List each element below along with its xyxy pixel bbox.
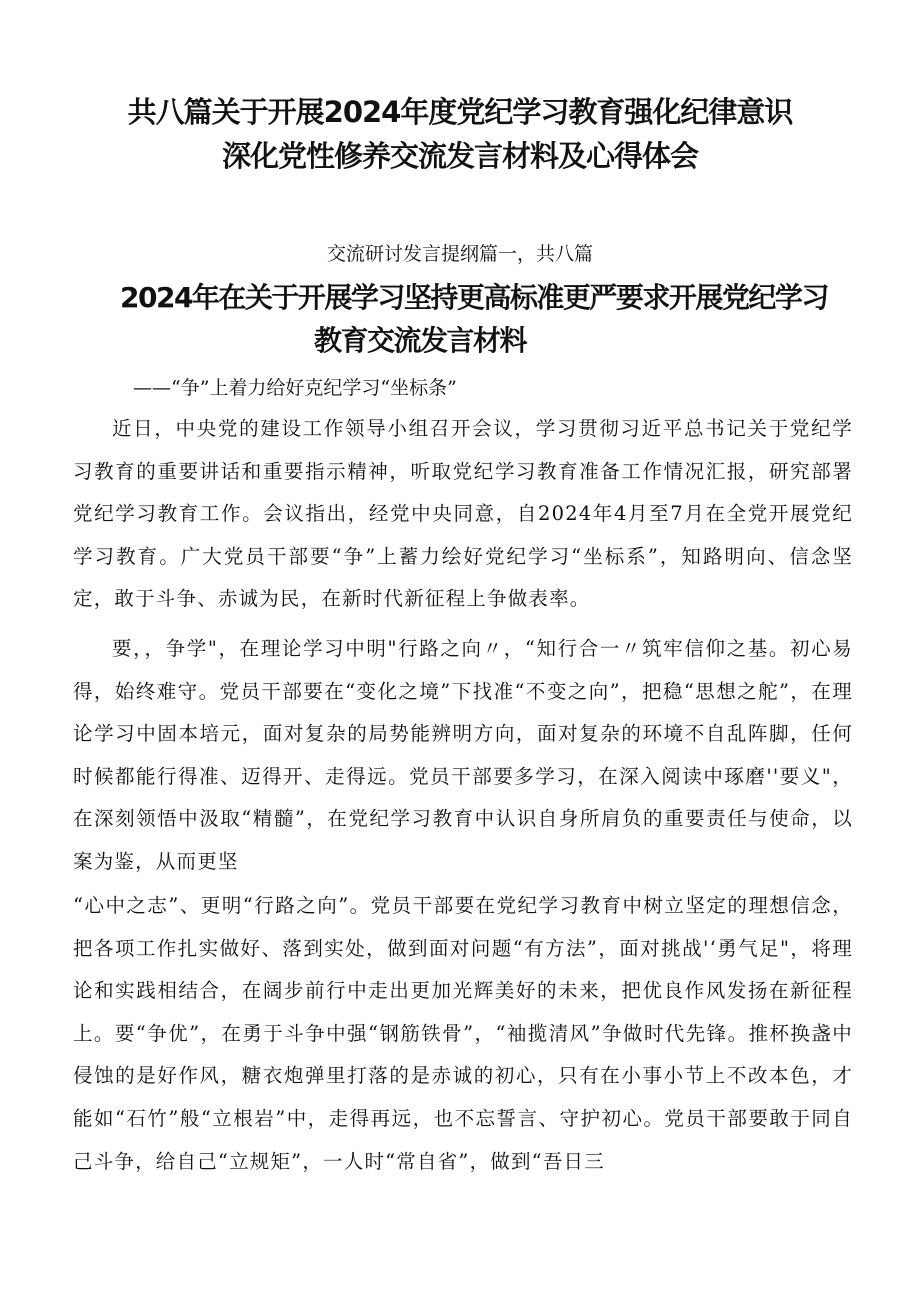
- article-byline: ——“争”上着力给好克纪学习“坐标条”: [133, 377, 457, 399]
- document-title-line-1: 共八篇关于开展2024年度党纪学习教育强化纪律意识: [127, 95, 793, 129]
- section-subheading: 交流研讨发言提纲篇一，共八篇: [326, 243, 593, 265]
- article-title-line-1: 2024年在关于开展学习坚持更高标准更严要求开展党纪学习: [120, 281, 828, 314]
- document-title-line-2: 深化党性修养交流发言材料及心得体会: [221, 139, 698, 173]
- body-paragraph-2: 要，，争学"，在理论学习中明"行路之向〃，“知行合一〃筑牢信仰之基。初心易得，始终难守。党员干部要在“变化之境”下找准“不变之向”，把稳“思想之舵”，在理论学习中固本培元，面对复杂的局势能辨明方向，面对复杂的环境不自乱阵脚，任何时候都能行得准、迈得开、走得远。党员干部要多学习，在深入阅读中琢磨''要义"，在深刻领悟中汲取“精髓”，在党纪学习教育中认识自身所肩负的重要责任与使命，以案为鉴，从而更坚: [73, 637, 853, 873]
- article-title-line-2: 教育交流发言材料: [314, 324, 527, 357]
- body-paragraph-1: 近日，中央党的建设工作领导小组召开会议，学习贯彻习近平总书记关于党纪学习教育的重要讲话和重要指示精神，听取党纪学习教育准备工作情况汇报，研究部署党纪学习教育工作。会议指出，经党中央同意，自2024年4月至7月在全党开展党纪学习教育。广大党员干部要“争”上蓄力绘好党纪学习“坐标系”，知路明向、信念坚定，敢于斗争、赤诚为民，在新时代新征程上争做表率。: [73, 417, 853, 611]
- body-paragraph-3: “心中之志”、更明“行路之向”。党员干部要在党纪学习教育中树立坚定的理想信念，把各项工作扎实做好、落到实处，做到面对问题“有方法”，面对挑战'‘勇气足"，将理论和实践相结合，在阔步前行中走出更加光辉美好的未来，把优良作风发扬在新征程上。要“争优”，在勇于斗争中强“钢筋铁骨”，“袖揽清风”争做时代先锋。推杯换盏中侵蚀的是好作风，糖衣炮弹里打落的是赤诚的初心，只有在小事小节上不改本色，才能如“石竹”般“立根岩”中，走得再远，也不忘誓言、守护初心。党员干部要敢于同自己斗争，给自己“立规矩”，一人时“常自省”，做到“吾日三: [73, 894, 853, 1173]
